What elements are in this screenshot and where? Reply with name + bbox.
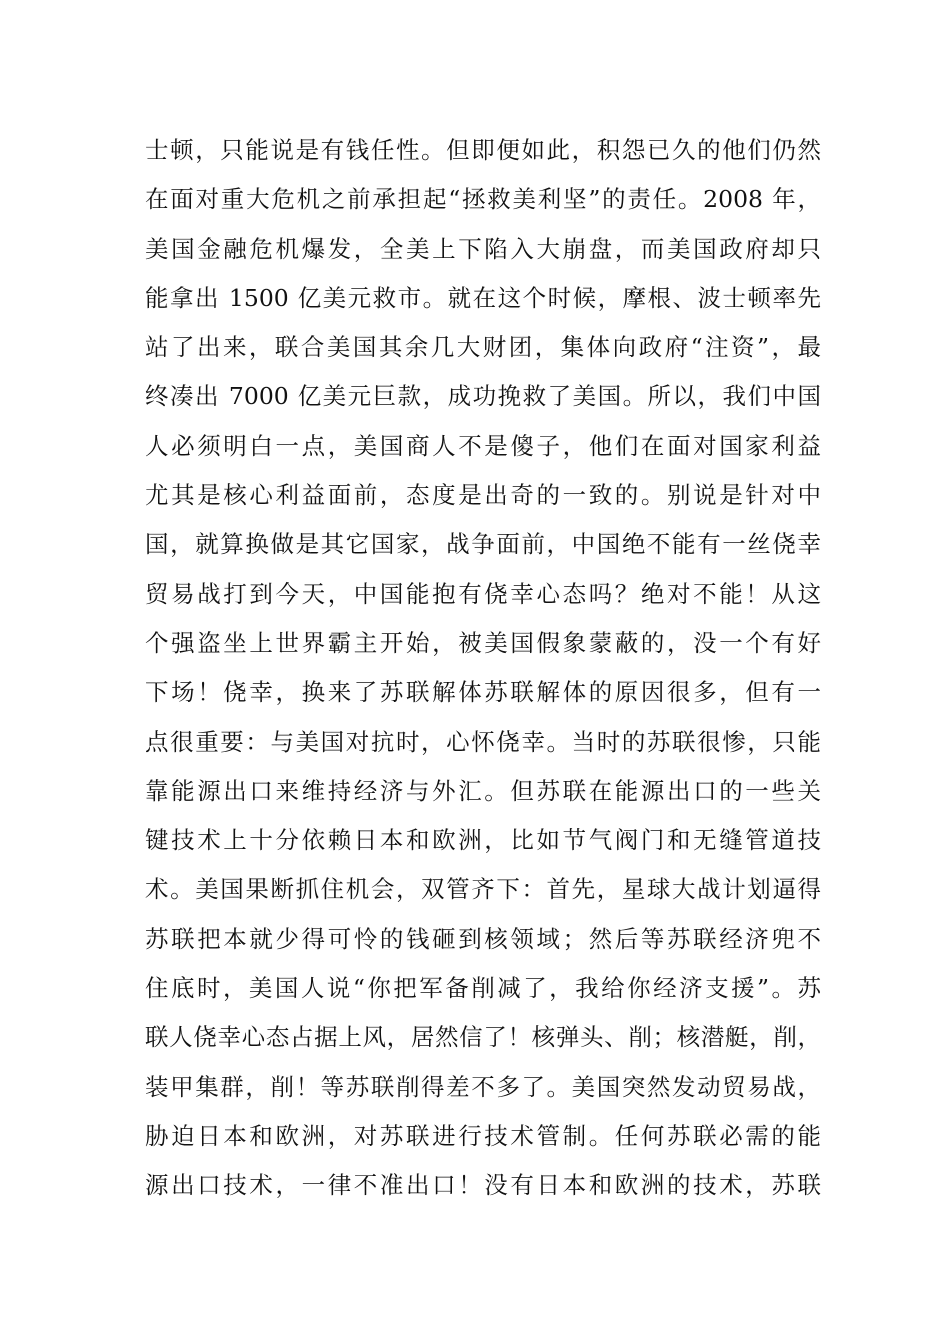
text-line: 下场！侥幸，换来了苏联解体苏联解体的原因很多，但有一 [145, 678, 821, 707]
text-line: 靠能源出口来维持经济与外汇。但苏联在能源出口的一些关 [145, 776, 821, 805]
text-line: 能拿出 1500 亿美元救市。就在这个时候，摩根、波士顿率先 [145, 283, 821, 312]
text-line: 苏联把本就少得可怜的钱砸到核领域；然后等苏联经济兜不 [145, 924, 821, 953]
text-line: 在面对重大危机之前承担起“拯救美利坚”的责任。2008 年， [145, 185, 821, 214]
text-line: 联人侥幸心态占据上风，居然信了！核弹头、削；核潜艇，削， [145, 1023, 821, 1052]
body-text [145, 126, 825, 1211]
text-line: 胁迫日本和欧洲，对苏联进行技术管制。任何苏联必需的能 [145, 1121, 821, 1150]
text-line: 个强盗坐上世界霸主开始，被美国假象蒙蔽的，没一个有好 [145, 628, 821, 657]
text-line: 源出口技术，一律不准出口！没有日本和欧洲的技术，苏联 [145, 1171, 821, 1200]
text-line: 点很重要：与美国对抗时，心怀侥幸。当时的苏联很惨，只能 [145, 727, 821, 756]
text-line: 国，就算换做是其它国家，战争面前，中国绝不能有一丝侥幸 [145, 530, 821, 559]
text-line: 住底时，美国人说“你把军备削减了，我给你经济支援”。苏 [145, 974, 821, 1003]
text-line: 贸易战打到今天，中国能抱有侥幸心态吗？绝对不能！从这 [145, 579, 821, 608]
text-line: 人必须明白一点，美国商人不是傻子，他们在面对国家利益 [145, 431, 821, 460]
text-line: 键技术上十分依赖日本和欧洲，比如节气阀门和无缝管道技 [145, 826, 821, 855]
text-line: 装甲集群，削！等苏联削得差不多了。美国突然发动贸易战， [145, 1072, 821, 1101]
text-line: 美国金融危机爆发，全美上下陷入大崩盘，而美国政府却只 [145, 234, 821, 263]
text-line: 士顿，只能说是有钱任性。但即便如此，积怨已久的他们仍然 [145, 136, 821, 164]
text-line: 尤其是核心利益面前，态度是出奇的一致的。别说是针对中 [145, 481, 821, 510]
text-line: 终凑出 7000 亿美元巨款，成功挽救了美国。所以，我们中国 [145, 382, 821, 411]
text-line: 术。美国果断抓住机会，双管齐下：首先，星球大战计划逼得 [145, 875, 821, 904]
text-line: 站了出来，联合美国其余几大财团，集体向政府“注资”，最 [145, 333, 821, 362]
